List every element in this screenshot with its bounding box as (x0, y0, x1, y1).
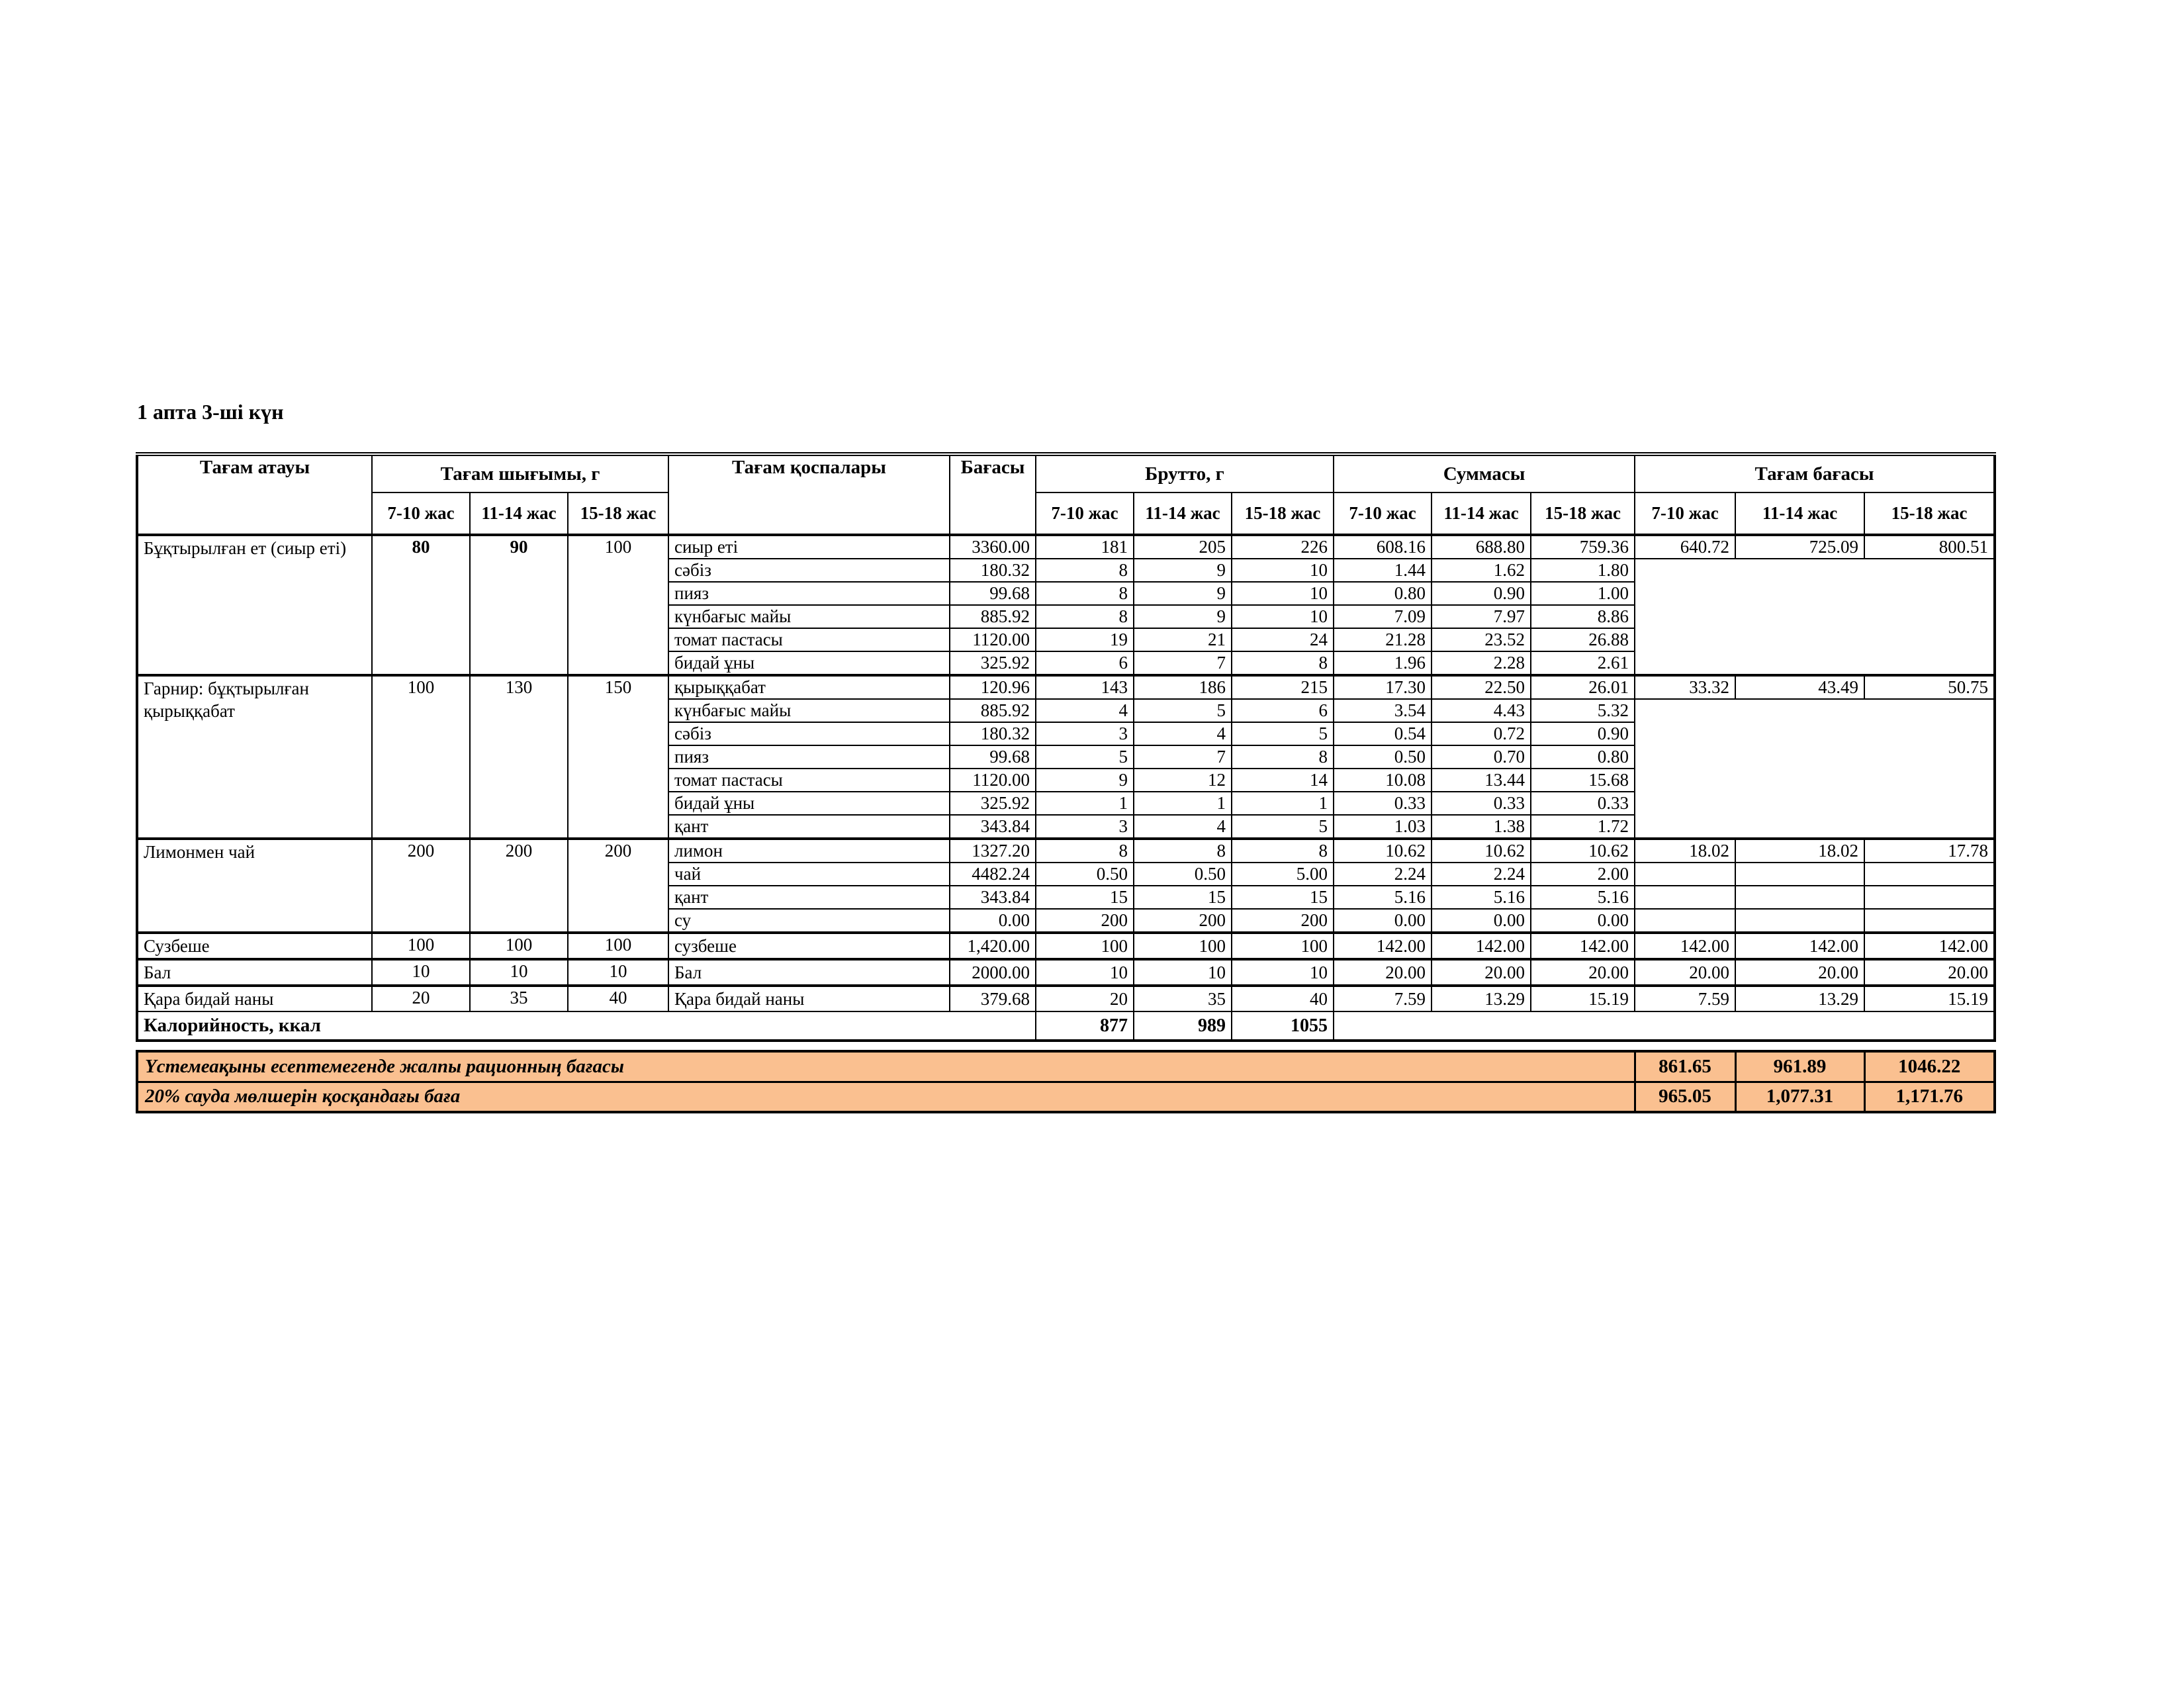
brutto-cell: 8 (1036, 582, 1134, 605)
calories-label: Калорийность, ккал (137, 1011, 1036, 1041)
brutto-cell: 10 (1036, 959, 1134, 986)
sum-cell: 1.80 (1531, 559, 1635, 582)
meal-plan-table (136, 452, 1996, 1042)
brutto-cell: 0.50 (1036, 863, 1134, 886)
price-cell: 343.84 (950, 815, 1036, 839)
ingredient-cell: Бал (668, 959, 950, 986)
price-cell: 180.32 (950, 559, 1036, 582)
brutto-cell: 5 (1036, 745, 1134, 769)
sum-cell: 0.00 (1432, 909, 1531, 933)
header-row-groups (137, 454, 1995, 492)
brutto-cell: 8 (1036, 839, 1134, 863)
header-age-mealprice-2: 11-14 жас (1735, 492, 1864, 535)
header-age-brutto-2: 11-14 жас (1134, 492, 1232, 535)
brutto-cell: 4 (1134, 815, 1232, 839)
dish-name-cell: Сузбеше (137, 933, 372, 959)
header-row-ages (137, 492, 1995, 535)
page-title: 1 апта 3-ші күн (137, 400, 284, 424)
summary-markup-value-1: 965.05 (1635, 1082, 1735, 1112)
brutto-cell: 6 (1232, 699, 1334, 722)
yield-cell: 20 (372, 986, 470, 1011)
sum-cell: 0.00 (1531, 909, 1635, 933)
brutto-cell: 10 (1232, 959, 1334, 986)
yield-cell: 35 (470, 986, 568, 1011)
brutto-cell: 0.50 (1134, 863, 1232, 886)
summary-total-value-1: 861.65 (1635, 1051, 1735, 1082)
sum-cell: 20.00 (1334, 959, 1432, 986)
price-cell: 0.00 (950, 909, 1036, 933)
dish-name-cell: Лимонмен чай (137, 839, 372, 933)
yield-cell: 200 (470, 839, 568, 933)
yield-cell: 40 (568, 986, 668, 1011)
sum-cell: 10.62 (1531, 839, 1635, 863)
table-header (137, 454, 1995, 535)
sum-cell: 20.00 (1531, 959, 1635, 986)
brutto-cell: 100 (1134, 933, 1232, 959)
sum-cell: 2.28 (1432, 651, 1531, 675)
calories-value-3: 1055 (1232, 1011, 1334, 1041)
dish-name-cell: Бұқтырылған ет (сиыр еті) (137, 535, 372, 675)
meal-price-cell: 18.02 (1635, 839, 1735, 863)
brutto-cell: 1 (1036, 792, 1134, 815)
sum-cell: 1.72 (1531, 815, 1635, 839)
header-brutto-group: Брутто, г (1036, 454, 1334, 492)
meal-price-cell: 50.75 (1864, 675, 1995, 699)
yield-cell: 10 (470, 959, 568, 986)
sum-cell: 22.50 (1432, 675, 1531, 699)
header-age-brutto-3: 15-18 жас (1232, 492, 1334, 535)
price-cell: 180.32 (950, 722, 1036, 745)
meal-price-cell: 43.49 (1735, 675, 1864, 699)
brutto-cell: 5 (1232, 815, 1334, 839)
brutto-cell: 8 (1232, 745, 1334, 769)
calories-value-1: 877 (1036, 1011, 1134, 1041)
meal-price-cell: 142.00 (1864, 933, 1995, 959)
header-yield-group: Тағам шығымы, г (372, 454, 668, 492)
header-age-yield-3: 15-18 жас (568, 492, 668, 535)
calories-value-2: 989 (1134, 1011, 1232, 1041)
meal-price-cell: 725.09 (1735, 535, 1864, 559)
sum-cell: 4.43 (1432, 699, 1531, 722)
ingredient-cell: күнбағыс майы (668, 605, 950, 628)
header-age-sum-2: 11-14 жас (1432, 492, 1531, 535)
meal-price-empty-cell (1635, 886, 1735, 909)
price-cell: 885.92 (950, 605, 1036, 628)
sum-cell: 15.68 (1531, 769, 1635, 792)
calories-empty-cell (1334, 1011, 1995, 1041)
yield-cell: 80 (372, 535, 470, 675)
summary-row-total (137, 1051, 1995, 1082)
sum-cell: 23.52 (1432, 628, 1531, 651)
meal-price-cell: 7.59 (1635, 986, 1735, 1011)
ingredient-cell: пияз (668, 745, 950, 769)
meal-price-empty-cell (1735, 863, 1864, 886)
brutto-cell: 10 (1232, 582, 1334, 605)
sum-cell: 2.61 (1531, 651, 1635, 675)
meal-price-empty-cell (1864, 909, 1995, 933)
brutto-cell: 200 (1134, 909, 1232, 933)
ingredient-cell: сузбеше (668, 933, 950, 959)
summary-row-markup (137, 1082, 1995, 1112)
meal-price-cell: 142.00 (1635, 933, 1735, 959)
sum-cell: 15.19 (1531, 986, 1635, 1011)
sum-cell: 5.16 (1334, 886, 1432, 909)
price-cell: 343.84 (950, 886, 1036, 909)
price-cell: 99.68 (950, 745, 1036, 769)
brutto-cell: 9 (1134, 582, 1232, 605)
yield-cell: 100 (372, 933, 470, 959)
brutto-cell: 3 (1036, 815, 1134, 839)
sum-cell: 0.33 (1334, 792, 1432, 815)
header-dish-name-col: Тағам атауы (137, 454, 372, 535)
yield-cell: 200 (568, 839, 668, 933)
header-ingredients-col: Тағам қоспалары (668, 454, 950, 535)
brutto-cell: 5.00 (1232, 863, 1334, 886)
header-age-sum-3: 15-18 жас (1531, 492, 1635, 535)
sum-cell: 142.00 (1334, 933, 1432, 959)
brutto-cell: 5 (1134, 699, 1232, 722)
sum-cell: 26.88 (1531, 628, 1635, 651)
sum-cell: 0.70 (1432, 745, 1531, 769)
sum-cell: 7.09 (1334, 605, 1432, 628)
sum-cell: 1.62 (1432, 559, 1531, 582)
ingredient-cell: Қара бидай наны (668, 986, 950, 1011)
ingredient-cell: томат пастасы (668, 769, 950, 792)
meal-price-cell: 20.00 (1864, 959, 1995, 986)
brutto-cell: 4 (1036, 699, 1134, 722)
yield-cell: 10 (568, 959, 668, 986)
sum-cell: 1.96 (1334, 651, 1432, 675)
sum-cell: 142.00 (1531, 933, 1635, 959)
sum-cell: 10.62 (1334, 839, 1432, 863)
table-row (137, 535, 1995, 559)
price-cell: 99.68 (950, 582, 1036, 605)
dish-name-cell: Гарнир: бұқтырылған қырыққабат (137, 675, 372, 839)
sum-cell: 608.16 (1334, 535, 1432, 559)
brutto-cell: 20 (1036, 986, 1134, 1011)
sum-cell: 5.16 (1432, 886, 1531, 909)
meal-price-empty-cell (1635, 863, 1735, 886)
brutto-cell: 186 (1134, 675, 1232, 699)
sum-cell: 8.86 (1531, 605, 1635, 628)
brutto-cell: 1 (1232, 792, 1334, 815)
yield-cell: 100 (568, 535, 668, 675)
meal-price-cell: 800.51 (1864, 535, 1995, 559)
meal-price-empty-cell (1864, 863, 1995, 886)
brutto-cell: 4 (1134, 722, 1232, 745)
sum-cell: 3.54 (1334, 699, 1432, 722)
sum-cell: 21.28 (1334, 628, 1432, 651)
yield-cell: 200 (372, 839, 470, 933)
ingredient-cell: бидай ұны (668, 651, 950, 675)
meal-price-empty-cell (1864, 886, 1995, 909)
ingredient-cell: сәбіз (668, 722, 950, 745)
sum-cell: 0.54 (1334, 722, 1432, 745)
sum-cell: 5.16 (1531, 886, 1635, 909)
summary-total-value-2: 961.89 (1735, 1051, 1864, 1082)
sum-cell: 0.90 (1432, 582, 1531, 605)
yield-cell: 130 (470, 675, 568, 839)
summary-total-value-3: 1046.22 (1864, 1051, 1995, 1082)
sum-cell: 10.08 (1334, 769, 1432, 792)
meal-price-merged-cell (1635, 699, 1995, 839)
table-row (137, 933, 1995, 959)
yield-cell: 150 (568, 675, 668, 839)
brutto-cell: 7 (1134, 651, 1232, 675)
brutto-cell: 200 (1232, 909, 1334, 933)
price-cell: 325.92 (950, 651, 1036, 675)
brutto-cell: 10 (1232, 605, 1334, 628)
header-meal-price-group: Тағам бағасы (1635, 454, 1995, 492)
brutto-cell: 100 (1036, 933, 1134, 959)
ingredient-cell: чай (668, 863, 950, 886)
brutto-cell: 6 (1036, 651, 1134, 675)
brutto-cell: 19 (1036, 628, 1134, 651)
sum-cell: 688.80 (1432, 535, 1531, 559)
brutto-cell: 9 (1134, 559, 1232, 582)
table-row (137, 675, 1995, 699)
brutto-cell: 7 (1134, 745, 1232, 769)
dish-name-cell: Бал (137, 959, 372, 986)
table-row (137, 986, 1995, 1011)
header-age-yield-2: 11-14 жас (470, 492, 568, 535)
sum-cell: 0.50 (1334, 745, 1432, 769)
meal-price-cell: 15.19 (1864, 986, 1995, 1011)
meal-price-cell: 142.00 (1735, 933, 1864, 959)
sum-cell: 1.44 (1334, 559, 1432, 582)
sum-cell: 1.00 (1531, 582, 1635, 605)
brutto-cell: 8 (1232, 651, 1334, 675)
meal-price-empty-cell (1635, 909, 1735, 933)
meal-price-merged-cell (1635, 559, 1995, 675)
sum-cell: 142.00 (1432, 933, 1531, 959)
meal-price-empty-cell (1735, 909, 1864, 933)
ingredient-cell: қант (668, 886, 950, 909)
brutto-cell: 24 (1232, 628, 1334, 651)
brutto-cell: 15 (1036, 886, 1134, 909)
yield-cell: 10 (372, 959, 470, 986)
price-cell: 885.92 (950, 699, 1036, 722)
brutto-cell: 9 (1134, 605, 1232, 628)
meal-price-cell: 33.32 (1635, 675, 1735, 699)
ingredient-cell: күнбағыс майы (668, 699, 950, 722)
brutto-cell: 35 (1134, 986, 1232, 1011)
yield-cell: 90 (470, 535, 568, 675)
header-age-brutto-1: 7-10 жас (1036, 492, 1134, 535)
meal-price-empty-cell (1735, 886, 1864, 909)
brutto-cell: 40 (1232, 986, 1334, 1011)
ingredient-cell: сәбіз (668, 559, 950, 582)
sum-cell: 0.72 (1432, 722, 1531, 745)
header-age-mealprice-3: 15-18 жас (1864, 492, 1995, 535)
yield-cell: 100 (372, 675, 470, 839)
price-cell: 120.96 (950, 675, 1036, 699)
brutto-cell: 10 (1134, 959, 1232, 986)
brutto-cell: 181 (1036, 535, 1134, 559)
brutto-cell: 10 (1232, 559, 1334, 582)
brutto-cell: 9 (1036, 769, 1134, 792)
sum-cell: 10.62 (1432, 839, 1531, 863)
sum-cell: 5.32 (1531, 699, 1635, 722)
sum-cell: 13.44 (1432, 769, 1531, 792)
header-age-yield-1: 7-10 жас (372, 492, 470, 535)
ingredient-cell: қырыққабат (668, 675, 950, 699)
price-cell: 1120.00 (950, 628, 1036, 651)
sum-cell: 13.29 (1432, 986, 1531, 1011)
header-age-sum-1: 7-10 жас (1334, 492, 1432, 535)
brutto-cell: 205 (1134, 535, 1232, 559)
brutto-cell: 15 (1134, 886, 1232, 909)
sum-cell: 0.80 (1334, 582, 1432, 605)
price-cell: 3360.00 (950, 535, 1036, 559)
dish-name-cell: Қара бидай наны (137, 986, 372, 1011)
meal-price-cell: 17.78 (1864, 839, 1995, 863)
sum-cell: 0.90 (1531, 722, 1635, 745)
brutto-cell: 143 (1036, 675, 1134, 699)
sum-cell: 0.80 (1531, 745, 1635, 769)
brutto-cell: 21 (1134, 628, 1232, 651)
ingredient-cell: су (668, 909, 950, 933)
brutto-cell: 14 (1232, 769, 1334, 792)
price-cell: 2000.00 (950, 959, 1036, 986)
ingredient-cell: томат пастасы (668, 628, 950, 651)
price-cell: 1327.20 (950, 839, 1036, 863)
meal-price-cell: 20.00 (1735, 959, 1864, 986)
ingredient-cell: лимон (668, 839, 950, 863)
meal-price-cell: 640.72 (1635, 535, 1735, 559)
sum-cell: 2.00 (1531, 863, 1635, 886)
summary-markup-value-3: 1,171.76 (1864, 1082, 1995, 1112)
price-cell: 1120.00 (950, 769, 1036, 792)
brutto-cell: 5 (1232, 722, 1334, 745)
price-cell: 4482.24 (950, 863, 1036, 886)
brutto-cell: 3 (1036, 722, 1134, 745)
meal-price-cell: 13.29 (1735, 986, 1864, 1011)
calories-row (137, 1011, 1995, 1041)
header-age-mealprice-1: 7-10 жас (1635, 492, 1735, 535)
header-price-col: Бағасы (950, 454, 1036, 535)
brutto-cell: 15 (1232, 886, 1334, 909)
ingredient-cell: сиыр еті (668, 535, 950, 559)
meal-price-cell: 18.02 (1735, 839, 1864, 863)
price-cell: 325.92 (950, 792, 1036, 815)
price-cell: 1,420.00 (950, 933, 1036, 959)
sum-cell: 1.03 (1334, 815, 1432, 839)
yield-cell: 100 (470, 933, 568, 959)
summary-table (136, 1050, 1996, 1113)
ingredient-cell: бидай ұны (668, 792, 950, 815)
brutto-cell: 226 (1232, 535, 1334, 559)
meal-price-cell: 20.00 (1635, 959, 1735, 986)
brutto-cell: 8 (1134, 839, 1232, 863)
brutto-cell: 100 (1232, 933, 1334, 959)
brutto-cell: 8 (1232, 839, 1334, 863)
sum-cell: 2.24 (1432, 863, 1531, 886)
table-row (137, 959, 1995, 986)
table-row (137, 839, 1995, 863)
brutto-cell: 8 (1036, 559, 1134, 582)
price-cell: 379.68 (950, 986, 1036, 1011)
sum-cell: 1.38 (1432, 815, 1531, 839)
sum-cell: 7.59 (1334, 986, 1432, 1011)
sum-cell: 17.30 (1334, 675, 1432, 699)
summary-markup-label: 20% сауда мөлшерін қосқандағы баға (137, 1082, 1635, 1112)
sum-cell: 0.33 (1531, 792, 1635, 815)
brutto-cell: 200 (1036, 909, 1134, 933)
summary-markup-value-2: 1,077.31 (1735, 1082, 1864, 1112)
sum-cell: 20.00 (1432, 959, 1531, 986)
brutto-cell: 12 (1134, 769, 1232, 792)
yield-cell: 100 (568, 933, 668, 959)
table-footer (137, 1011, 1995, 1041)
header-sum-group: Суммасы (1334, 454, 1635, 492)
summary-total-label: Үстемеақыны есептемегенде жалпы рационның бағасы (137, 1051, 1635, 1082)
brutto-cell: 215 (1232, 675, 1334, 699)
sum-cell: 7.97 (1432, 605, 1531, 628)
brutto-cell: 8 (1036, 605, 1134, 628)
sum-cell: 2.24 (1334, 863, 1432, 886)
sum-cell: 26.01 (1531, 675, 1635, 699)
sum-cell: 0.33 (1432, 792, 1531, 815)
sum-cell: 0.00 (1334, 909, 1432, 933)
ingredient-cell: қант (668, 815, 950, 839)
brutto-cell: 1 (1134, 792, 1232, 815)
sum-cell: 759.36 (1531, 535, 1635, 559)
ingredient-cell: пияз (668, 582, 950, 605)
table-body (137, 535, 1995, 1011)
